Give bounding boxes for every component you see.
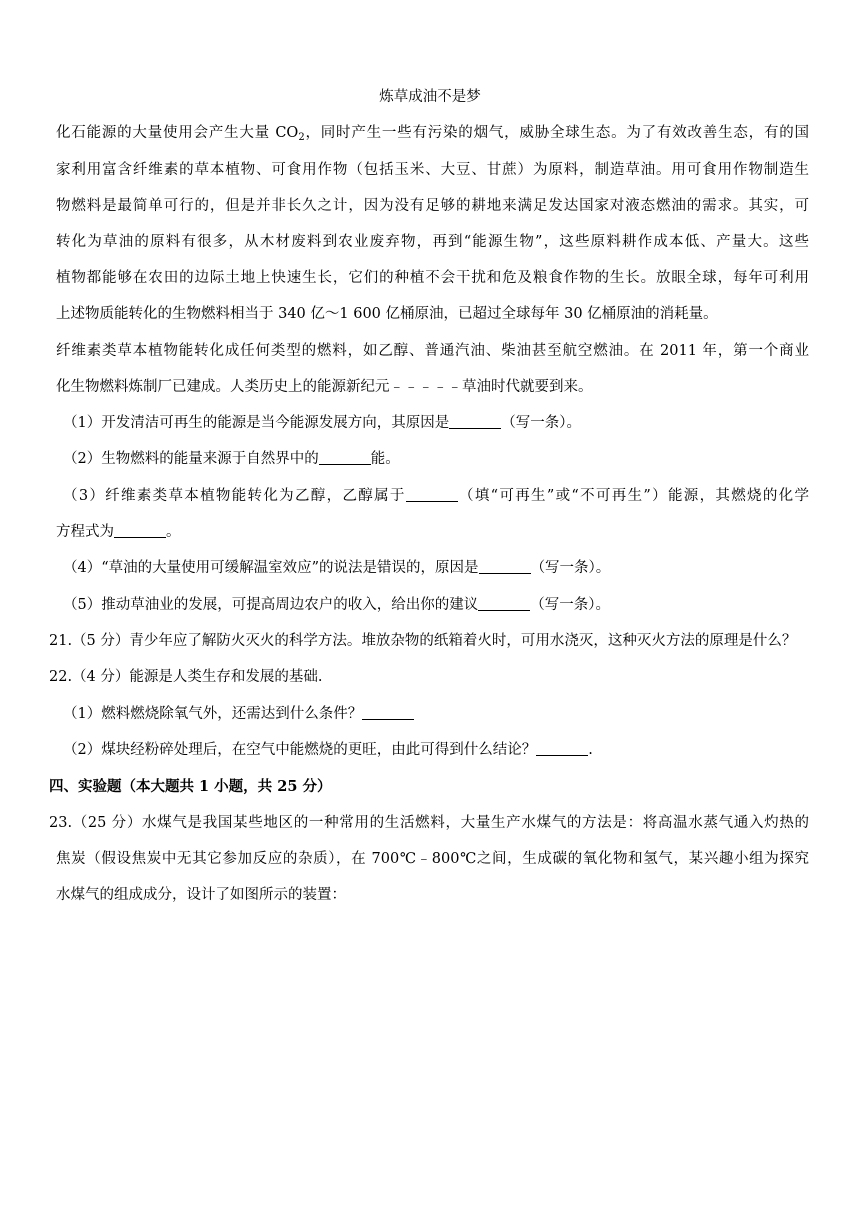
answer-blank-4[interactable] — [479, 559, 531, 574]
answer-blank-1[interactable] — [449, 414, 501, 429]
sq3-text-b: （填“可再生”或“不可再生”）能源，其燃烧的化学 — [457, 488, 809, 504]
sub-question-5 — [63, 595, 610, 615]
p1-l1-text-a: 化石能源的大量使用会产生大量 CO — [56, 125, 299, 141]
passage-p1-line-2: 家利用富含纤维素的草本植物、可食用作物（包括玉米、大豆、甘蔗）为原料，制造草油。用可食用作物制造生 — [56, 162, 809, 178]
question-23-line-1: 23.（25 分）水煤气是我国某些地区的一种常用的生活燃料，大量生产水煤气的方法是：将高温水蒸气通入灼热的 — [49, 815, 809, 831]
question-22-sub-1 — [63, 704, 414, 724]
sq2-text: （2）生物燃料的能量来源于自然界中的 — [63, 451, 319, 467]
passage-p2-line-1: 纤维素类草本植物能转化成任何类型的燃料，如乙醇、普通汽油、柴油甚至航空燃油。在 2011 年，第一个商业 — [56, 343, 809, 359]
p1-l1-text-b: ，同时产生一些有污染的烟气，威胁全球生态。为了有效改善生态，有的国 — [304, 125, 810, 141]
sq3-text-c: 方程式为 — [56, 524, 114, 540]
sq1-text: （1）开发清洁可再生的能源是当今能源发展方向，其原因是 — [63, 415, 450, 431]
sub-question-3-cont — [56, 522, 181, 542]
sq2-suffix: 能。 — [370, 451, 400, 467]
passage-p1-line-3: 物燃料是最简单可行的，但是并非长久之计，因为没有足够的耕地来满足发达国家对液态燃油的需求。其实，可 — [56, 198, 809, 214]
sq3-suffix: 。 — [166, 524, 181, 540]
q22-sub2-text: （2）煤块经粉碎处理后，在空气中能燃烧的更旺，由此可得到什么结论？ — [63, 742, 537, 758]
passage-p1-line-6: 上述物质能转化的生物燃料相当于 340 亿～1 600 亿桶原油，已超过全球每年 30 亿桶原油的消耗量。 — [56, 306, 718, 322]
sq1-suffix: （写一条）。 — [501, 415, 581, 431]
answer-blank-3b[interactable] — [114, 523, 166, 538]
co2-subscript: 2 — [298, 132, 305, 143]
sq5-suffix: （写一条）。 — [530, 597, 610, 613]
section-4-heading: 四、实验题（本大题共 1 小题，共 25 分） — [49, 778, 332, 795]
answer-blank-22-1[interactable] — [362, 705, 414, 720]
sub-question-4 — [63, 558, 610, 578]
answer-blank-2[interactable] — [319, 450, 371, 465]
q22-sub2-suffix: . — [588, 742, 593, 758]
question-22-sub-2 — [63, 740, 593, 760]
question-22-stem: 22.（4 分）能源是人类生存和发展的基础. — [49, 669, 323, 685]
answer-blank-3a[interactable] — [406, 487, 458, 502]
passage-p1-line-4: 转化为草油的原料有很多，从木材废料到农业废弃物，再到“能源生物”，这些原料耕作成本低、产量大。这些 — [56, 234, 809, 250]
passage-title: 炼草成油不是梦 — [379, 89, 481, 105]
q22-sub1-text: （1）燃料燃烧除氧气外，还需达到什么条件？ — [63, 706, 363, 722]
answer-blank-22-2[interactable] — [536, 741, 588, 756]
sq4-suffix: （写一条）。 — [530, 560, 611, 576]
passage-p1-line-5: 植物都能够在农田的边际土地上快速生长，它们的种植不会干扰和危及粮食作物的生长。放眼全球，每年可利用 — [56, 270, 809, 286]
sq5-text: （5）推动草油业的发展，可提高周边农户的收入，给出你的建议 — [63, 597, 479, 613]
passage-p2-line-2: 化生物燃料炼制厂已建成。人类历史上的能源新纪元﹣﹣﹣﹣﹣草油时代就要到来。 — [56, 379, 593, 395]
passage-p1-line-1 — [56, 123, 809, 143]
sub-question-1 — [63, 413, 581, 433]
sub-question-3 — [63, 486, 809, 506]
answer-blank-5[interactable] — [478, 596, 530, 611]
sub-question-2 — [63, 449, 400, 469]
question-23-line-2: 焦炭（假设焦炭中无其它参加反应的杂质），在 700℃﹣800℃之间，生成碳的氧化物和氢气，某兴趣小组为探究 — [56, 851, 809, 867]
sq4-text: （4）“草油的大量使用可缓解温室效应”的说法是错误的，原因是 — [63, 560, 479, 576]
sq3-text: （3）纤维素类草本植物能转化为乙醇，乙醇属于 — [63, 488, 406, 504]
question-23-line-3: 水煤气的组成成分，设计了如图所示的装置： — [56, 887, 346, 903]
question-21: 21.（5 分）青少年应了解防火灭火的科学方法。堆放杂物的纸箱着火时，可用水浇灭，这种灭火方法的原理是什么？ — [49, 633, 797, 649]
